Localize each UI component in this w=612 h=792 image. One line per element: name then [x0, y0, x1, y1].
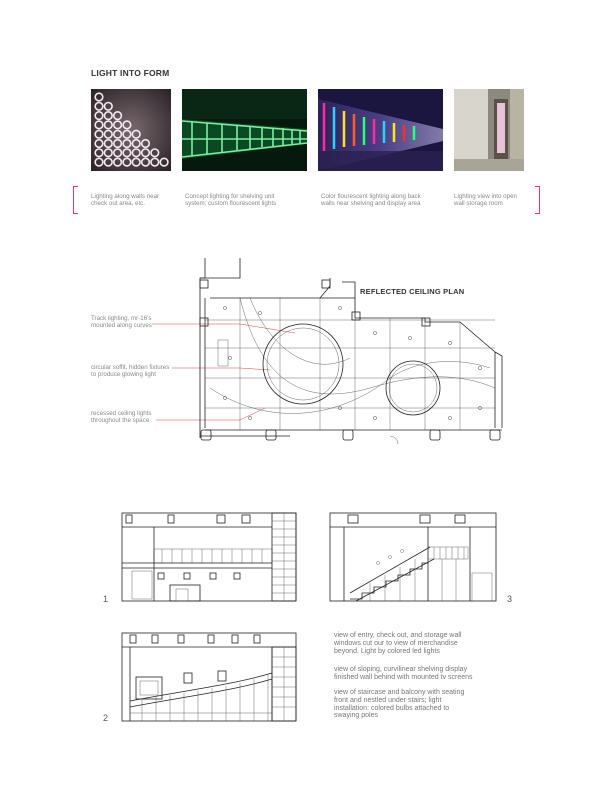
description-line: swaying poles: [334, 712, 378, 720]
recessed-light-icon: [248, 416, 251, 419]
plan-title: REFLECTED CEILING PLAN: [360, 287, 465, 296]
recessed-light-icon: [373, 331, 376, 334]
photo-ring-lights: [91, 89, 171, 171]
green-shelving-image: [182, 89, 307, 171]
view-1-drawing: [122, 513, 296, 603]
recessed-light-icon: [373, 416, 376, 419]
label-line: Track lighting, mr-16's: [91, 315, 152, 322]
ring-lights-image: [91, 89, 171, 171]
photo-caption-2: [185, 193, 310, 208]
recessed-light-icon: [408, 336, 411, 339]
label-line: circular soffit, hidden fixtures: [91, 364, 170, 371]
recessed-light-icon: [228, 356, 231, 359]
label-line: mounted along curves: [91, 322, 152, 330]
description-line: view of entry, check out, and storage wall: [334, 632, 462, 639]
recessed-light-icon: [258, 311, 261, 314]
caption-line: Color flourescent lighting along back: [321, 193, 421, 200]
view-description-2: [334, 666, 534, 682]
label-line: recessed ceiling lights: [91, 410, 152, 417]
caption-line: walls near shelving and display area: [321, 200, 421, 208]
photo-color-corridor: [318, 89, 443, 171]
view-number-3: 3: [507, 594, 513, 604]
view-number-2: 2: [103, 713, 109, 723]
photo-caption-1: [91, 193, 179, 208]
caption-line: wall storage room: [454, 200, 503, 208]
label-line: throughout the space: [91, 417, 150, 425]
leader-line-track: [152, 324, 295, 333]
recessed-light-icon: [448, 341, 451, 344]
view-description-1: [334, 632, 534, 655]
color-corridor-image: [318, 89, 443, 171]
recessed-light-icon: [223, 306, 226, 309]
reflected-ceiling-plan-drawing: [90, 258, 530, 458]
description-line: view of sloping, curvilinear shelving display: [334, 666, 468, 673]
view-description-3: [334, 689, 534, 720]
storage-room-image: [454, 89, 524, 171]
section-title: LIGHT INTO FORM: [91, 68, 170, 78]
right-bracket: [535, 186, 540, 214]
description-line: view of staircase and balcony with seating: [334, 689, 465, 696]
leader-line-soffit: [172, 368, 270, 370]
photo-caption-4: [454, 193, 534, 208]
photo-green-shelving: [182, 89, 307, 171]
recessed-lights: [223, 306, 481, 419]
plan-grid: [205, 298, 495, 430]
description-line: installation: colored bulbs attached to: [334, 704, 450, 712]
plan-columns: [200, 280, 500, 440]
view-2-drawing: [122, 633, 296, 723]
recessed-light-icon: [338, 306, 341, 309]
left-bracket: [73, 186, 78, 214]
door-swing: [390, 436, 398, 444]
track-lighting-curves: [210, 298, 495, 413]
photo-caption-3: [321, 193, 446, 208]
photo-storage-room: [454, 89, 524, 171]
description-line: front and nestled under stairs; light: [334, 696, 442, 704]
caption-line: Lighting along walls near: [91, 193, 160, 200]
label-line: to produce glowing light: [91, 371, 157, 379]
caption-line: Lighting view into open: [454, 193, 517, 200]
recessed-light-icon: [448, 416, 451, 419]
caption-line: system; custom flourescent lights: [185, 200, 277, 208]
recessed-light-icon: [478, 366, 481, 369]
description-line: beyond. Light by colored led lights: [334, 647, 440, 655]
caption-line: Concept lighting for shelving unit: [185, 193, 275, 200]
view-number-1: 1: [103, 594, 109, 604]
description-line: windows cut our to view of merchandise: [334, 639, 458, 647]
caption-line: check out area, etc.: [91, 200, 145, 208]
description-line: finished wall behind with mounted tv screens: [334, 673, 473, 681]
view-3-drawing: [330, 513, 496, 603]
